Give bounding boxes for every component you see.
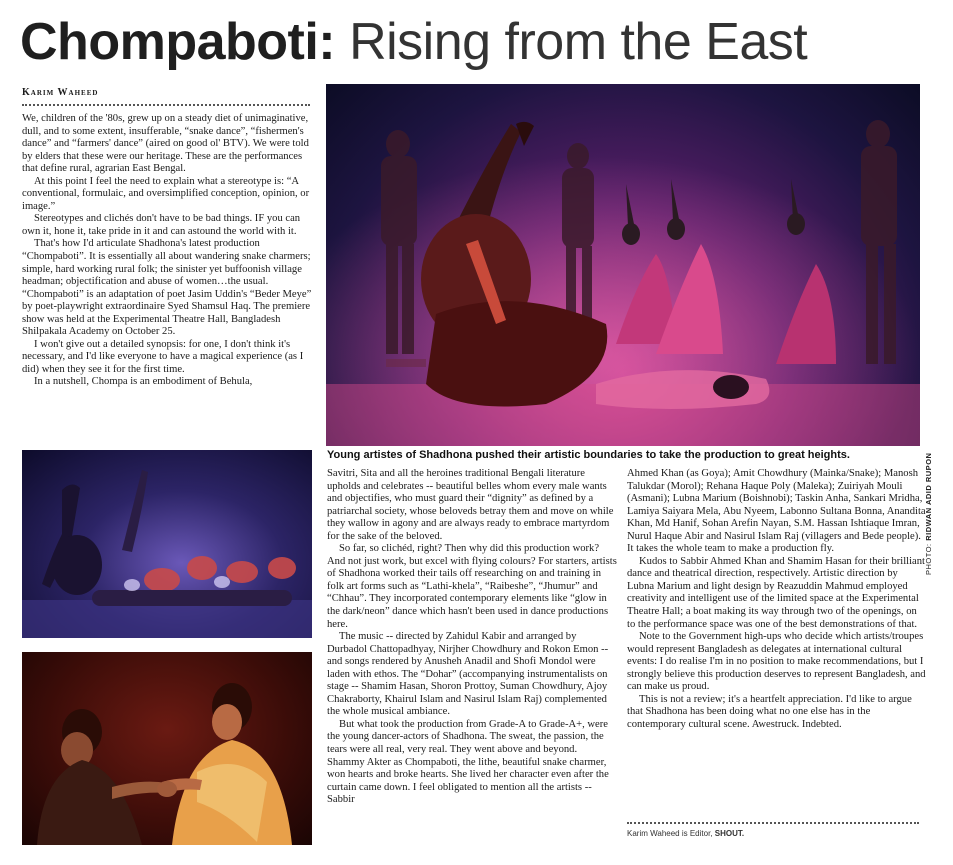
author-note-text: Karim Waheed is Editor, [627, 829, 713, 838]
byline-divider [22, 104, 310, 106]
dance-photo-red [22, 652, 312, 845]
paragraph: But what took the production from Grade-A to Grade-A+, were the young dancer-actors of Shadhona. The sweat, the passion, the tears were all real, very real. They went above and beyond. Shammy Akter as Chompaboti, the lithe, beautiful snake charmer, won hearts and broke hearts. She lived her character even after the curtain came down. I feel obligated to mention all the artists -- Sabbir [327, 718, 609, 806]
paragraph: That's how I'd articulate Shadhona's latest production “Chompaboti”. It is essentially all about wandering snake charmers; simple, hard working rural folk; the sinister yet buffoonish village headman; objectification and abuse of women…the usual. “Chompaboti” is an adaptation of poet Jasim Uddin's “Beder Meye” by poet-playwright extraordinaire Syed Shamsul Haq. The premiere show was held at the Experimental Theatre Hall, Bangladesh Shilpakala Academy on October 25. [22, 238, 312, 338]
paragraph: The music -- directed by Zahidul Kabir and arranged by Durbadol Chattopadhyay, Nirjher Chowdhury and Rokon Emon -- and songs rendered by Anusheh Anadil and Shofi Mondol were laden with ethos. The “Dohar” (accompanying instrumentalists on stage -- Shamim Hasan, Shoron Prottoy, Suman Chowdhury, Ajoy Chakraborty, Khairul Islam and Nasirul Islam Raj) complemented the whole musical ambiance. [327, 631, 609, 718]
paragraph: I won't give out a detailed synopsis: for one, I don't think it's necessary, and I'd like everyone to have a magical experience (as I did) when they see it for the first time. [22, 338, 304, 375]
photo-credit-name: RIDWAN ADID RUPON [924, 452, 933, 541]
author-note [627, 829, 744, 838]
red-stage-illustration [22, 652, 312, 845]
paragraph: Ahmed Khan (as Goya); Amit Chowdhury (Mainka/Snake); Manosh Talukdar (Morol); Rehana Haque Poly (Maleka); Zuiriyah Mouli (Asmani); Lubna Marium (Boishnobi); Taskin Anha, Sankari Mridha, Lamiya Saiyara Mela, Abu Nyeem, Labonno Sultana Bonna, Anandita Khan, Md Hanif, Sohan Arefin Nayan, S.M. Hassan Ishtiaque Imran, Nurul Haque Abir and Nasirul Islam Raj (villagers and Bede people). It takes the whole team to make a production fly. [627, 468, 926, 555]
paragraph: This is not a review; it's a heartfelt appreciation. I'd like to argue that Shadhona has been doing what no one else has in the contemporary cultural scene. Awestruck. Indebted. [627, 693, 912, 730]
byline: Karim Waheed [22, 87, 99, 98]
paragraph: So far, so clichéd, right? Then why did this production work? And not just work, but excel with flying colours? For starters, artists of Shadhona worked their tails off researching on and training in folk art forms such as “Lathi-khela”, “Raibeshe”, “Jhumur” and “Chhau”. They incorporated contemporary elements like “glow in the dark/neon” dance which hasn't been used in dance productions here. [327, 543, 617, 630]
column-3 [627, 468, 927, 813]
paragraph: Kudos to Sabbir Ahmed Khan and Shamim Hasan for their brilliant dance and theatrical direction, respectively. Artistic direction by Lubna Marium and light design by Reazuddin Mahmud employed creativity and intelligent use of the limited space at the Experimental Theatre Hall; a boat making its way through two of the openings, on to the performance space was one of the best demonstrations of that. [627, 555, 925, 630]
dance-photo-blue [22, 450, 312, 638]
column-2 [327, 468, 617, 863]
headline-title: Chompaboti: [20, 13, 336, 71]
column-1 [22, 113, 312, 433]
headline [20, 12, 807, 72]
paragraph: We, children of the '80s, grew up on a steady diet of unimaginative, dull, and to some extent, insufferable, “snake dance”, “fishermen's dance” and “farmers' dance” (aired on good ol' BTV). We were told by elders that these were our heritage. These are the performances that define rural, agrarian East Bengal. [22, 113, 309, 175]
paragraph: In a nutshell, Chompa is an embodiment of Behula, [34, 376, 253, 388]
headline-subtitle: Rising from the East [349, 13, 808, 71]
paragraph: Savitri, Sita and all the heroines traditional Bengali literature upholds and celebrates -- beautiful belles whom every male wants and objectifies, who must guard their “dignity” as defined by a patriarchal society, whose beloveds betray them and move on while they wallow in agony and are always ready to embrace martyrdom for the sake of the beloved. [327, 468, 614, 542]
paragraph: Stereotypes and clichés don't have to be bad things. IF you can own it, hone it, take pride in it and can astound the world with it. [22, 213, 301, 237]
main-stage-photo [326, 84, 920, 446]
blue-stage-illustration [22, 450, 312, 638]
dancers-illustration [326, 84, 920, 446]
photo-caption: Young artistes of Shadhona pushed their artistic boundaries to take the production to great heights. [327, 449, 850, 461]
paragraph: At this point I feel the need to explain what a stereotype is: “A conventional, formulaic, and oversimplified conception, opinion, or image.” [22, 175, 310, 212]
end-divider [627, 822, 919, 824]
paragraph: Note to the Government high-ups who decide which artists/troupes would represent Bangladesh as delegates at international cultural events: I do realise I'm in no position to make recommendations, but I strongly believe this production deserves to represent Bangladesh, and can make us proud. [627, 631, 926, 693]
photo-credit-prefix: PHOTO: [924, 543, 933, 575]
author-note-publication: SHOUT. [714, 829, 745, 838]
